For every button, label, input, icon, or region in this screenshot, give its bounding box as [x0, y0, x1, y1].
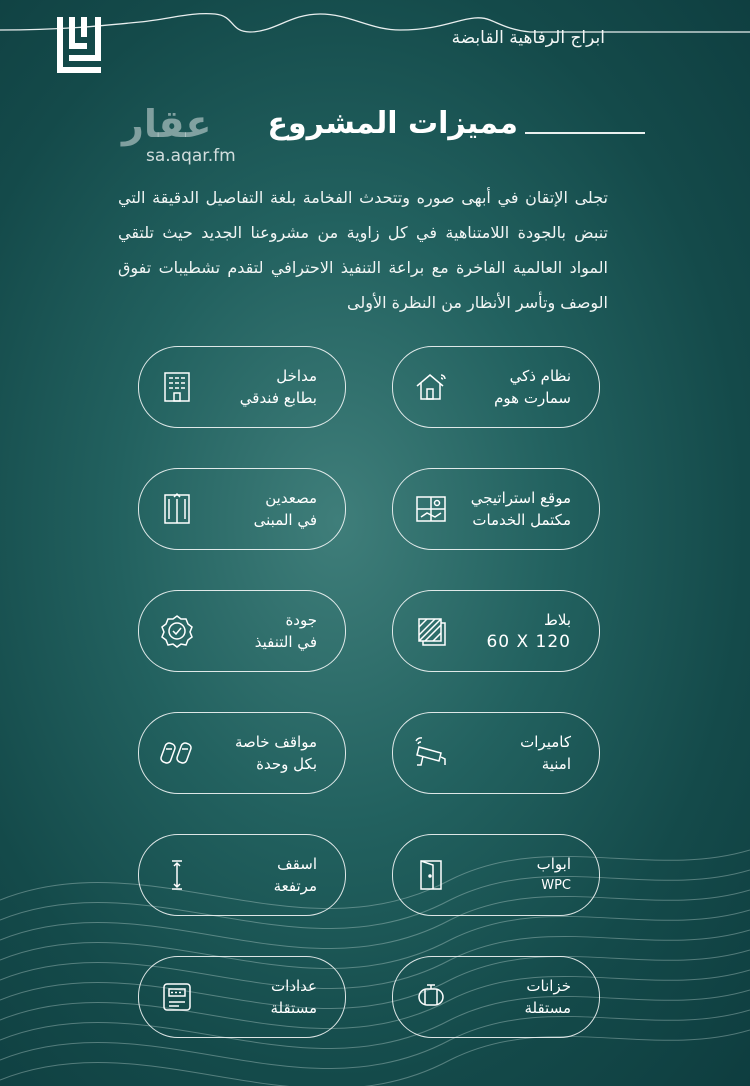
feature-subtitle: مكتمل الخدمات [472, 511, 571, 529]
feature-subtitle: 60 X 120 [486, 632, 571, 652]
parking-cars-icon [159, 735, 195, 771]
feature-subtitle: مرتفعة [273, 877, 317, 895]
feature-card-tanks [392, 956, 600, 1038]
feature-title: ابواب [536, 855, 571, 873]
feature-title: بلاط [544, 611, 571, 629]
meter-icon [159, 979, 195, 1015]
feature-title: جودة [285, 611, 317, 629]
feature-title: اسقف [277, 855, 317, 873]
ceiling-height-icon [159, 857, 195, 893]
feature-title: نظام ذكي [509, 367, 571, 385]
feature-title: موقع استراتيجي [470, 489, 571, 507]
feature-card-ceilings [138, 834, 346, 916]
company-name: ابراج الرفاهية القابضة [451, 28, 605, 48]
feature-card-parking [138, 712, 346, 794]
feature-card-cameras [392, 712, 600, 794]
feature-subtitle: امنية [541, 755, 571, 773]
top-wave-decoration [0, 0, 750, 60]
feature-card-elevators [138, 468, 346, 550]
security-camera-icon [413, 735, 449, 771]
feature-subtitle: في التنفيذ [254, 633, 317, 651]
feature-subtitle: بكل وحدة [256, 755, 317, 773]
feature-subtitle: بطابع فندقي [239, 389, 317, 407]
feature-card-doors [392, 834, 600, 916]
feature-subtitle: مستقلة [524, 999, 571, 1017]
title-underline [525, 132, 645, 134]
feature-subtitle: مستقلة [270, 999, 317, 1017]
quality-badge-icon [159, 613, 195, 649]
feature-title: عدادات [271, 977, 317, 995]
feature-card-quality [138, 590, 346, 672]
bottom-pattern-decoration [0, 820, 750, 1086]
feature-title: خزانات [526, 977, 571, 995]
feature-card-location [392, 468, 600, 550]
feature-title: مواقف خاصة [234, 733, 317, 751]
feature-title: مداخل [276, 367, 317, 385]
feature-card-entrances [138, 346, 346, 428]
title-row [0, 102, 750, 152]
watermark-url: sa.aqar.fm [146, 146, 236, 166]
smart-home-icon [413, 369, 449, 405]
feature-title: كاميرات [520, 733, 571, 751]
page-title: مميزات المشروع [267, 106, 518, 141]
water-tank-icon [413, 979, 449, 1015]
project-description: تجلى الإتقان في أبهى صوره وتتحدث الفخامة بلغة التفاصيل الدقيقة التي تنبض بالجودة اللامتناهية في كل زاوية من مشروعنا الجديد حيث تلتقي المواد العالمية الفاخرة مع براعة التنفيذ الاحترافي لتقدم تشطيبات تفوق الوصف وتأسر الأنظار من النظرة الأولى [118, 188, 608, 312]
feature-card-smart-home [392, 346, 600, 428]
feature-subtitle: في المبنى [253, 511, 317, 529]
feature-subtitle: سمارت هوم [494, 389, 571, 407]
feature-card-tiles [392, 590, 600, 672]
map-icon [413, 491, 449, 527]
building-icon [159, 369, 195, 405]
company-logo [54, 16, 104, 74]
feature-subtitle: WPC [541, 878, 571, 893]
elevator-icon [159, 491, 195, 527]
door-icon [413, 857, 449, 893]
watermark-logo: عقار [122, 102, 212, 146]
tiles-icon [413, 613, 449, 649]
feature-card-meters [138, 956, 346, 1038]
feature-title: مصعدين [265, 489, 317, 507]
